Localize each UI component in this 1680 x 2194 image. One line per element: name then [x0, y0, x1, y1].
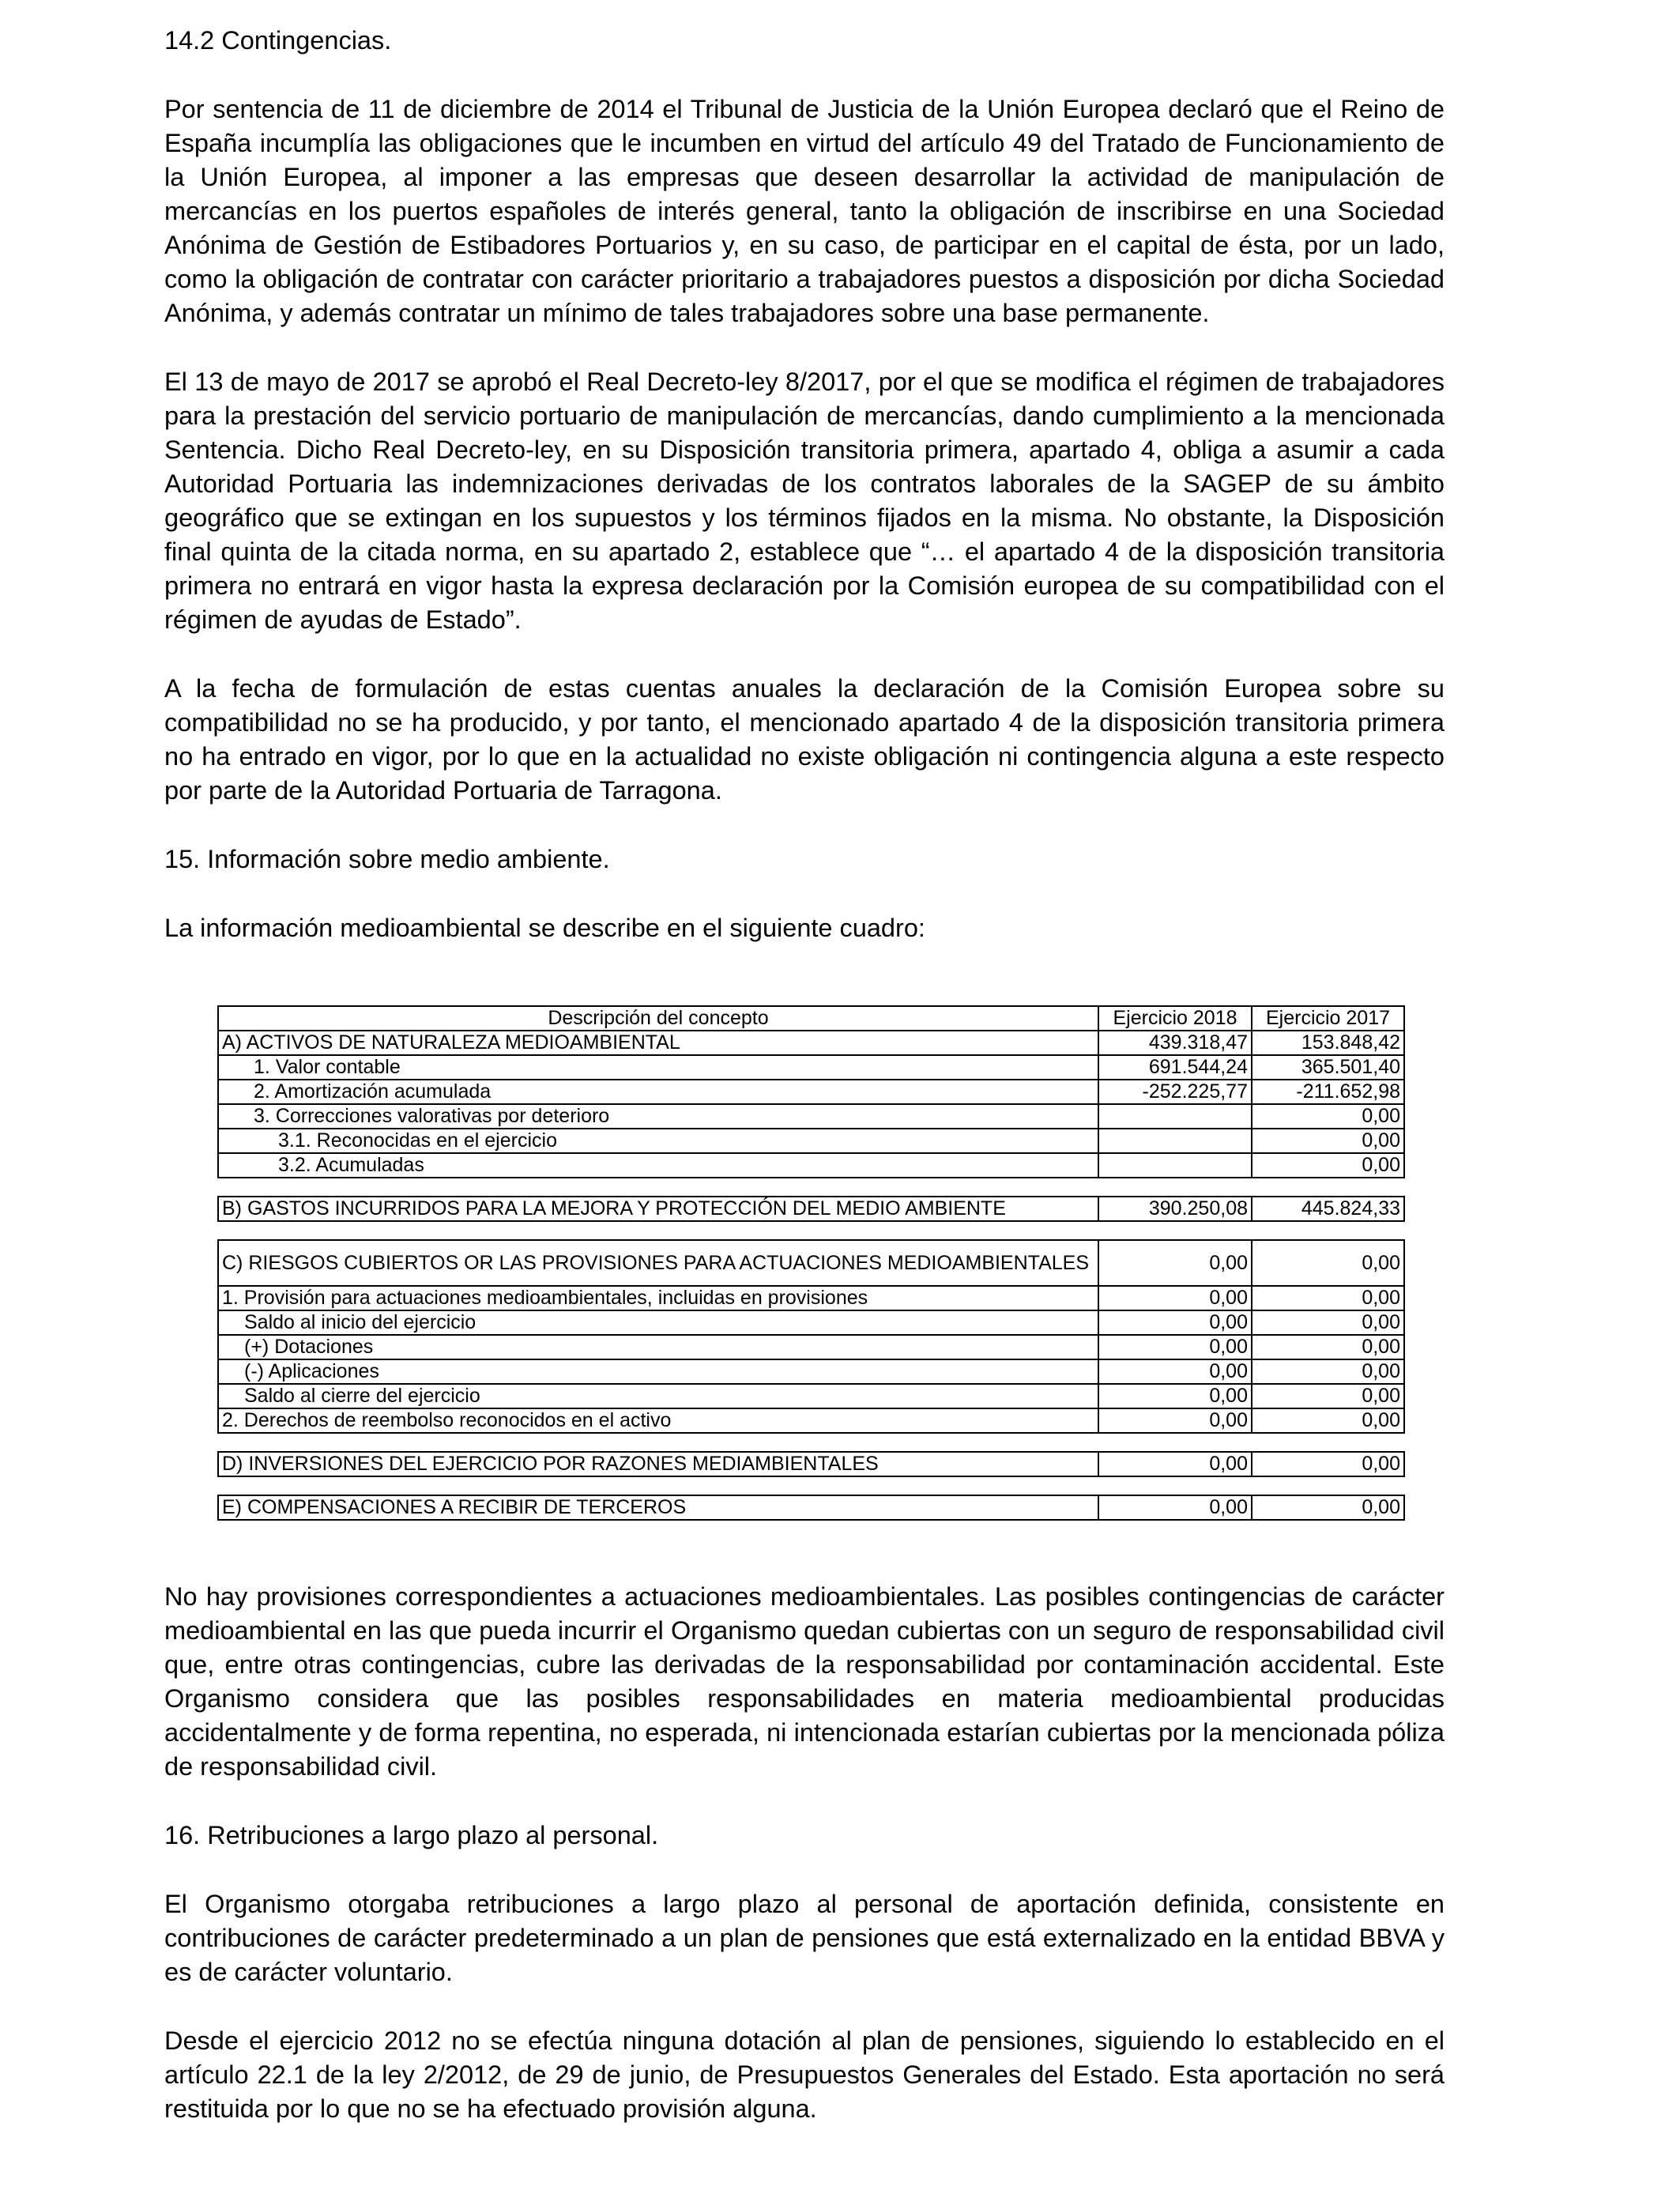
table-row — [218, 1104, 1404, 1129]
paragraph-ejercicio-2012: Desde el ejercicio 2012 no se efectúa ninguna dotación al plan de pensiones, siguiendo lo establecido en el artículo 22.1 de la ley 2/2012, de 29 de junio, de Presupuestos Generales del Estado. Esta aportación no será restituida por lo que no se ha efectuado provisión alguna. — [164, 2026, 1445, 2123]
table-row — [218, 1495, 1404, 1520]
paragraph-sentencia: Por sentencia de 11 de diciembre de 2014 el Tribunal de Justicia de la Unión Europea declaró que el Reino de España incumplía las obligaciones que le incumben en virtud del artículo 49 del Tratado de Funcionamiento de la Unión Europea, al imponer a las empresas que deseen desarrollar la actividad de manipulación de mercancías en los puertos españoles de interés general, tanto la obligación de inscribirse en una Sociedad Anónima de Gestión de Estibadores Portuarios y, en su caso, de participar en el capital de ésta, por un lado, como la obligación de contratar con carácter prioritario a trabajadores puestos a disposición por dicha Sociedad Anónima, y además contratar un mínimo de tales trabajadores sobre una base permanente. — [164, 95, 1445, 327]
paragraph-provisiones: No hay provisiones correspondientes a actuaciones medioambientales. Las posibles contingencias de carácter medioambiental en las que pueda incurrir el Organismo quedan cubiertas con un seguro de responsabilidad civil que, entre otras contingencias, cubre las derivadas de la responsabilidad por contaminación accidental. Este Organismo considera que las posibles responsabilidades en materia medioambiental producidas accidentalmente y de forma repentina, no esperada, ni intencionada estarían cubiertas por la mencionada póliza de responsabilidad civil. — [164, 1582, 1445, 1781]
paragraph-real-decreto: El 13 de mayo de 2017 se aprobó el Real Decreto-ley 8/2017, por el que se modifica el régimen de trabajadores para la prestación del servicio portuario de manipulación de mercancías, dando cumplimiento a la mencionada Sentencia. Dicho Real Decreto-ley, en su Disposición transitoria primera, apartado 4, obliga a asumir a cada Autoridad Portuaria las indemnizaciones derivadas de los contratos laborales de la SAGEP de su ámbito geográfico que se extingan en los supuestos y los términos fijados en la misma. No obstante, la Disposición final quinta de la citada norma, en su apartado 2, establece que “… el apartado 4 de la disposición transitoria primera no entrará en vigor hasta la expresa declaración por la Comisión europea de su compatibilidad con el régimen de ayudas de Estado”. — [164, 368, 1445, 634]
value-2018: 390.250,08 — [1098, 1197, 1252, 1221]
row-label: A) ACTIVOS DE NATURALEZA MEDIOAMBIENTAL — [218, 1031, 1098, 1055]
paragraph-retribuciones: El Organismo otorgaba retribuciones a largo plazo al personal de aportación definida, consistente en contribuciones de carácter predeterminado a un plan de pensiones que está externalizado en la entidad BBVA y es de carácter voluntario. — [164, 1890, 1445, 1986]
table-intro: La información medioambiental se describe en el siguiente cuadro: — [164, 914, 925, 942]
value-2018: 0,00 — [1098, 1384, 1252, 1408]
value-2018: 0,00 — [1098, 1452, 1252, 1476]
table-spacer — [218, 1178, 1404, 1197]
value-2017: -211.652,98 — [1252, 1080, 1404, 1104]
value-2017: 0,00 — [1252, 1335, 1404, 1359]
value-2017: 153.848,42 — [1252, 1031, 1404, 1055]
table-spacer — [218, 1221, 1404, 1240]
header-concept: Descripción del concepto — [218, 1006, 1098, 1031]
row-label: E) COMPENSACIONES A RECIBIR DE TERCEROS — [218, 1495, 1098, 1520]
value-2017: 0,00 — [1252, 1408, 1404, 1433]
table-spacer — [218, 1433, 1404, 1452]
heading-16: 16. Retribuciones a largo plazo al personal. — [164, 1821, 659, 1849]
table-row — [218, 1129, 1404, 1153]
environmental-table-wrapper — [217, 1005, 1403, 1521]
row-label: B) GASTOS INCURRIDOS PARA LA MEJORA Y PROTECCIÓN DEL MEDIO AMBIENTE — [218, 1197, 1098, 1221]
value-2018: 0,00 — [1098, 1495, 1252, 1520]
value-2018 — [1098, 1153, 1252, 1178]
table-spacer — [218, 1476, 1404, 1495]
environmental-table — [217, 1005, 1405, 1521]
table-row — [218, 1286, 1404, 1310]
row-label: (-) Aplicaciones — [218, 1359, 1098, 1384]
paragraph-cuentas-anuales: A la fecha de formulación de estas cuentas anuales la declaración de la Comisión Europea sobre su compatibilidad no se ha producido, y por tanto, el mencionado apartado 4 de la disposición transitoria primera no ha entrado en vigor, por lo que en la actualidad no existe obligación ni contingencia alguna a este respecto por parte de la Autoridad Portuaria de Tarragona. — [164, 674, 1445, 805]
document-page-continued — [164, 1580, 1445, 2126]
table-row — [218, 1055, 1404, 1080]
value-2018 — [1098, 1104, 1252, 1129]
row-label: 3. Correcciones valorativas por deterioro — [218, 1104, 1098, 1129]
value-2017: 0,00 — [1252, 1286, 1404, 1310]
value-2017: 0,00 — [1252, 1129, 1404, 1153]
value-2017: 0,00 — [1252, 1104, 1404, 1129]
row-label: 2. Amortización acumulada — [218, 1080, 1098, 1104]
table-row — [218, 1197, 1404, 1221]
value-2018: 0,00 — [1098, 1286, 1252, 1310]
row-label: C) RIESGOS CUBIERTOS OR LAS PROVISIONES PARA ACTUACIONES MEDIOAMBIENTALES — [218, 1240, 1098, 1286]
header-2017: Ejercicio 2017 — [1252, 1006, 1404, 1031]
row-label: 1. Provisión para actuaciones medioambientales, incluidas en provisiones — [218, 1286, 1098, 1310]
table-row — [218, 1031, 1404, 1055]
value-2017: 365.501,40 — [1252, 1055, 1404, 1080]
value-2018: 0,00 — [1098, 1310, 1252, 1335]
row-label: 1. Valor contable — [218, 1055, 1098, 1080]
document-page — [164, 0, 1445, 945]
table-row — [218, 1408, 1404, 1433]
value-2018 — [1098, 1129, 1252, 1153]
table-row — [218, 1359, 1404, 1384]
row-label: (+) Dotaciones — [218, 1335, 1098, 1359]
table-row — [218, 1080, 1404, 1104]
value-2017: 0,00 — [1252, 1240, 1404, 1286]
value-2018: 0,00 — [1098, 1335, 1252, 1359]
table-row — [218, 1384, 1404, 1408]
value-2017: 445.824,33 — [1252, 1197, 1404, 1221]
row-label: 2. Derechos de reembolso reconocidos en el activo — [218, 1408, 1098, 1433]
row-label: Saldo al cierre del ejercicio — [218, 1384, 1098, 1408]
heading-15: 15. Información sobre medio ambiente. — [164, 845, 610, 873]
value-2017: 0,00 — [1252, 1384, 1404, 1408]
row-label: 3.2. Acumuladas — [218, 1153, 1098, 1178]
table-row — [218, 1153, 1404, 1178]
value-2018: 439.318,47 — [1098, 1031, 1252, 1055]
row-label: Saldo al inicio del ejercicio — [218, 1310, 1098, 1335]
table-header-row — [218, 1006, 1404, 1031]
value-2018: 0,00 — [1098, 1408, 1252, 1433]
value-2017: 0,00 — [1252, 1359, 1404, 1384]
table-row — [218, 1310, 1404, 1335]
value-2018: -252.225,77 — [1098, 1080, 1252, 1104]
value-2017: 0,00 — [1252, 1452, 1404, 1476]
table-row — [218, 1452, 1404, 1476]
value-2017: 0,00 — [1252, 1310, 1404, 1335]
row-label: 3.1. Reconocidas en el ejercicio — [218, 1129, 1098, 1153]
table-row — [218, 1335, 1404, 1359]
value-2017: 0,00 — [1252, 1153, 1404, 1178]
value-2018: 0,00 — [1098, 1359, 1252, 1384]
value-2018: 0,00 — [1098, 1240, 1252, 1286]
value-2018: 691.544,24 — [1098, 1055, 1252, 1080]
heading-14-2: 14.2 Contingencias. — [164, 26, 392, 55]
table-row — [218, 1240, 1404, 1286]
value-2017: 0,00 — [1252, 1495, 1404, 1520]
row-label: D) INVERSIONES DEL EJERCICIO POR RAZONES MEDIAMBIENTALES — [218, 1452, 1098, 1476]
header-2018: Ejercicio 2018 — [1098, 1006, 1252, 1031]
